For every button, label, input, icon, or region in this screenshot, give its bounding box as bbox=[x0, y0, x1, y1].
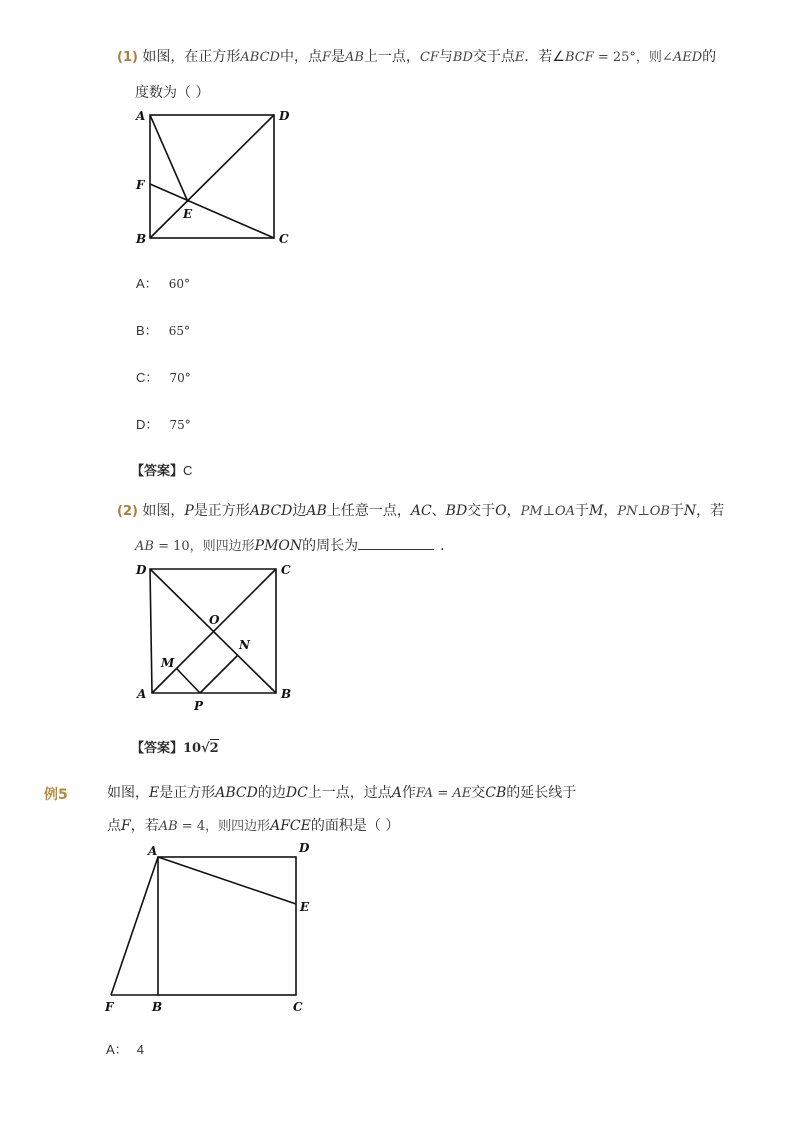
q2-label-c: C bbox=[281, 563, 291, 577]
q1-answer bbox=[131, 460, 192, 479]
q2-answer-blank[interactable] bbox=[358, 537, 434, 550]
q2-label-d: D bbox=[136, 563, 147, 577]
ex5-label-c: C bbox=[293, 1000, 303, 1014]
ex5-text: 的边 bbox=[257, 785, 286, 801]
q1-text: 与 bbox=[438, 49, 453, 65]
q1-math: CF bbox=[419, 50, 439, 65]
ex5-math: AB bbox=[158, 819, 178, 834]
q2-text: 是正方形 bbox=[193, 503, 250, 519]
answer-radicand: 2 bbox=[209, 741, 219, 756]
q2-math: PMON bbox=[254, 538, 303, 554]
option-label: A： bbox=[106, 1042, 128, 1057]
q2-label-a: A bbox=[137, 687, 147, 701]
q2-text: 交于 bbox=[467, 503, 496, 519]
q2-text: ，若 bbox=[696, 503, 725, 519]
q2-text: 的周长为 bbox=[302, 538, 359, 554]
q1-label-a: A bbox=[136, 109, 146, 123]
ex5-text: 交 bbox=[471, 785, 486, 801]
ex5-text: 点 bbox=[107, 818, 121, 834]
q2-stem-line1 bbox=[117, 502, 724, 521]
ex5-math: ABCD bbox=[215, 785, 258, 801]
ex5-math: AFCE bbox=[270, 818, 311, 834]
ex5-label-b: B bbox=[152, 1000, 163, 1014]
ex5-stem-line1 bbox=[107, 784, 576, 803]
q1-line-bd bbox=[150, 115, 274, 238]
q1-stem-line2: 度数为（ ） bbox=[135, 85, 210, 101]
q1-math: AB bbox=[344, 50, 364, 65]
q1-option-d[interactable] bbox=[136, 414, 191, 433]
q1-option-b[interactable] bbox=[136, 320, 190, 339]
ex5-square bbox=[158, 857, 296, 995]
option-value: 4 bbox=[136, 1042, 144, 1057]
answer-value: C bbox=[183, 463, 193, 478]
option-value: 65° bbox=[168, 324, 191, 338]
ex5-label-a: A bbox=[148, 844, 158, 858]
q1-line-cf bbox=[150, 184, 274, 238]
radical-sign-icon: √ bbox=[201, 741, 210, 756]
q1-text: 交于点 bbox=[472, 49, 515, 65]
q2-math: O bbox=[495, 503, 507, 519]
ex5-label-f: F bbox=[105, 1000, 114, 1014]
ex5-option-a[interactable] bbox=[106, 1039, 144, 1058]
answer-label: 【答案】 bbox=[131, 464, 184, 479]
q2-label-m: M bbox=[161, 656, 175, 670]
q1-math: BCF bbox=[564, 50, 594, 65]
ex5-math: CB bbox=[485, 785, 507, 801]
ex5-text: 作 bbox=[401, 785, 416, 801]
q1-text: 的 bbox=[702, 49, 717, 65]
ex5-math: F bbox=[121, 818, 131, 834]
q2-figure bbox=[130, 558, 300, 713]
answer-label: 【答案】 bbox=[131, 741, 184, 756]
ex5-text: 的面积是（ ） bbox=[310, 818, 400, 834]
ex5-math: DC bbox=[285, 785, 308, 801]
ex5-text: = 4，则四边形 bbox=[177, 819, 271, 834]
q1-text: = 25°，则∠ bbox=[593, 50, 673, 65]
q1-label-e: E bbox=[183, 207, 193, 221]
ex5-math: FA = AE bbox=[415, 786, 472, 801]
q1-figure bbox=[130, 106, 300, 251]
q1-number: (1) bbox=[117, 50, 138, 65]
option-value: 75° bbox=[169, 418, 191, 432]
q2-text: 边 bbox=[292, 503, 307, 519]
ex5-math: A bbox=[391, 785, 402, 801]
option-label: B： bbox=[136, 323, 158, 338]
q2-number: (2) bbox=[117, 504, 138, 519]
ex5-line-af bbox=[111, 857, 158, 995]
q2-math: N bbox=[683, 503, 697, 519]
q1-text: 如图，在正方形 bbox=[142, 49, 241, 65]
q2-text: ， bbox=[603, 503, 618, 519]
option-label: A： bbox=[136, 276, 158, 291]
q2-label-b: B bbox=[281, 687, 292, 701]
q1-text: 中，点 bbox=[279, 49, 322, 65]
q2-answer bbox=[131, 737, 219, 756]
q2-math: AB bbox=[135, 539, 154, 554]
ex5-text: 上一点，过点 bbox=[307, 785, 392, 801]
ex5-text: ，若 bbox=[130, 818, 159, 834]
ex5-figure bbox=[100, 838, 325, 1018]
q2-math: BD bbox=[445, 503, 468, 519]
q1-text: 是 bbox=[330, 49, 345, 65]
q2-math: AC bbox=[410, 503, 432, 519]
q1-math: BD bbox=[452, 50, 473, 65]
q2-text: ． bbox=[440, 538, 455, 554]
q1-label-d: D bbox=[279, 109, 290, 123]
option-value: 60° bbox=[168, 277, 191, 291]
ex5-text: 的延长线于 bbox=[506, 785, 577, 801]
q1-label-f: F bbox=[136, 178, 145, 192]
ex5-math: E bbox=[149, 785, 160, 801]
q1-line-ae bbox=[150, 115, 188, 202]
q1-label-c: C bbox=[279, 232, 289, 246]
q1-math: F bbox=[321, 50, 331, 65]
q2-label-o: O bbox=[209, 613, 220, 627]
q2-math: PM⊥OA bbox=[520, 504, 575, 519]
option-label: C： bbox=[136, 370, 159, 385]
q1-text: 上一点， bbox=[363, 49, 420, 65]
option-value: 70° bbox=[169, 371, 191, 385]
q1-math: E bbox=[514, 50, 525, 65]
q2-text: 上任意一点， bbox=[326, 503, 411, 519]
q2-label-p: P bbox=[194, 699, 204, 713]
ex5-line-ae bbox=[158, 857, 296, 904]
q2-stem-line2 bbox=[135, 537, 454, 556]
q2-label-n: N bbox=[239, 638, 250, 652]
ex5-label-e: E bbox=[300, 900, 310, 914]
q2-text: ， bbox=[506, 503, 521, 519]
q2-math: M bbox=[589, 503, 604, 519]
q2-text: 于 bbox=[669, 503, 684, 519]
ex5-stem-line2 bbox=[107, 817, 399, 836]
q1-math: AED bbox=[672, 50, 703, 65]
option-label: D： bbox=[136, 417, 159, 432]
q1-math: ABCD bbox=[240, 50, 280, 65]
q2-text: 、 bbox=[431, 503, 446, 519]
q2-text: = 10，则四边形 bbox=[153, 539, 255, 554]
q1-option-c[interactable] bbox=[136, 367, 191, 386]
q2-math: ABCD bbox=[249, 503, 293, 519]
example-tag: 例5 bbox=[44, 787, 68, 803]
q1-text: ．若∠ bbox=[524, 49, 565, 65]
ex5-text: 是正方形 bbox=[159, 785, 216, 801]
ex5-label-d: D bbox=[299, 841, 310, 855]
q2-math: AB bbox=[306, 503, 327, 519]
q2-line-pn bbox=[200, 655, 238, 693]
q2-line-pm bbox=[177, 669, 200, 693]
q2-text: 如图， bbox=[142, 503, 185, 519]
q2-math: P bbox=[184, 503, 194, 519]
q2-text: 于 bbox=[575, 503, 589, 519]
q1-stem-line1 bbox=[117, 48, 716, 67]
q1-label-b: B bbox=[136, 232, 147, 246]
ex5-text: 如图， bbox=[107, 785, 149, 801]
q1-option-a[interactable] bbox=[136, 273, 190, 292]
answer-coefficient: 10 bbox=[183, 741, 202, 756]
q2-math: PN⊥OB bbox=[617, 504, 670, 519]
